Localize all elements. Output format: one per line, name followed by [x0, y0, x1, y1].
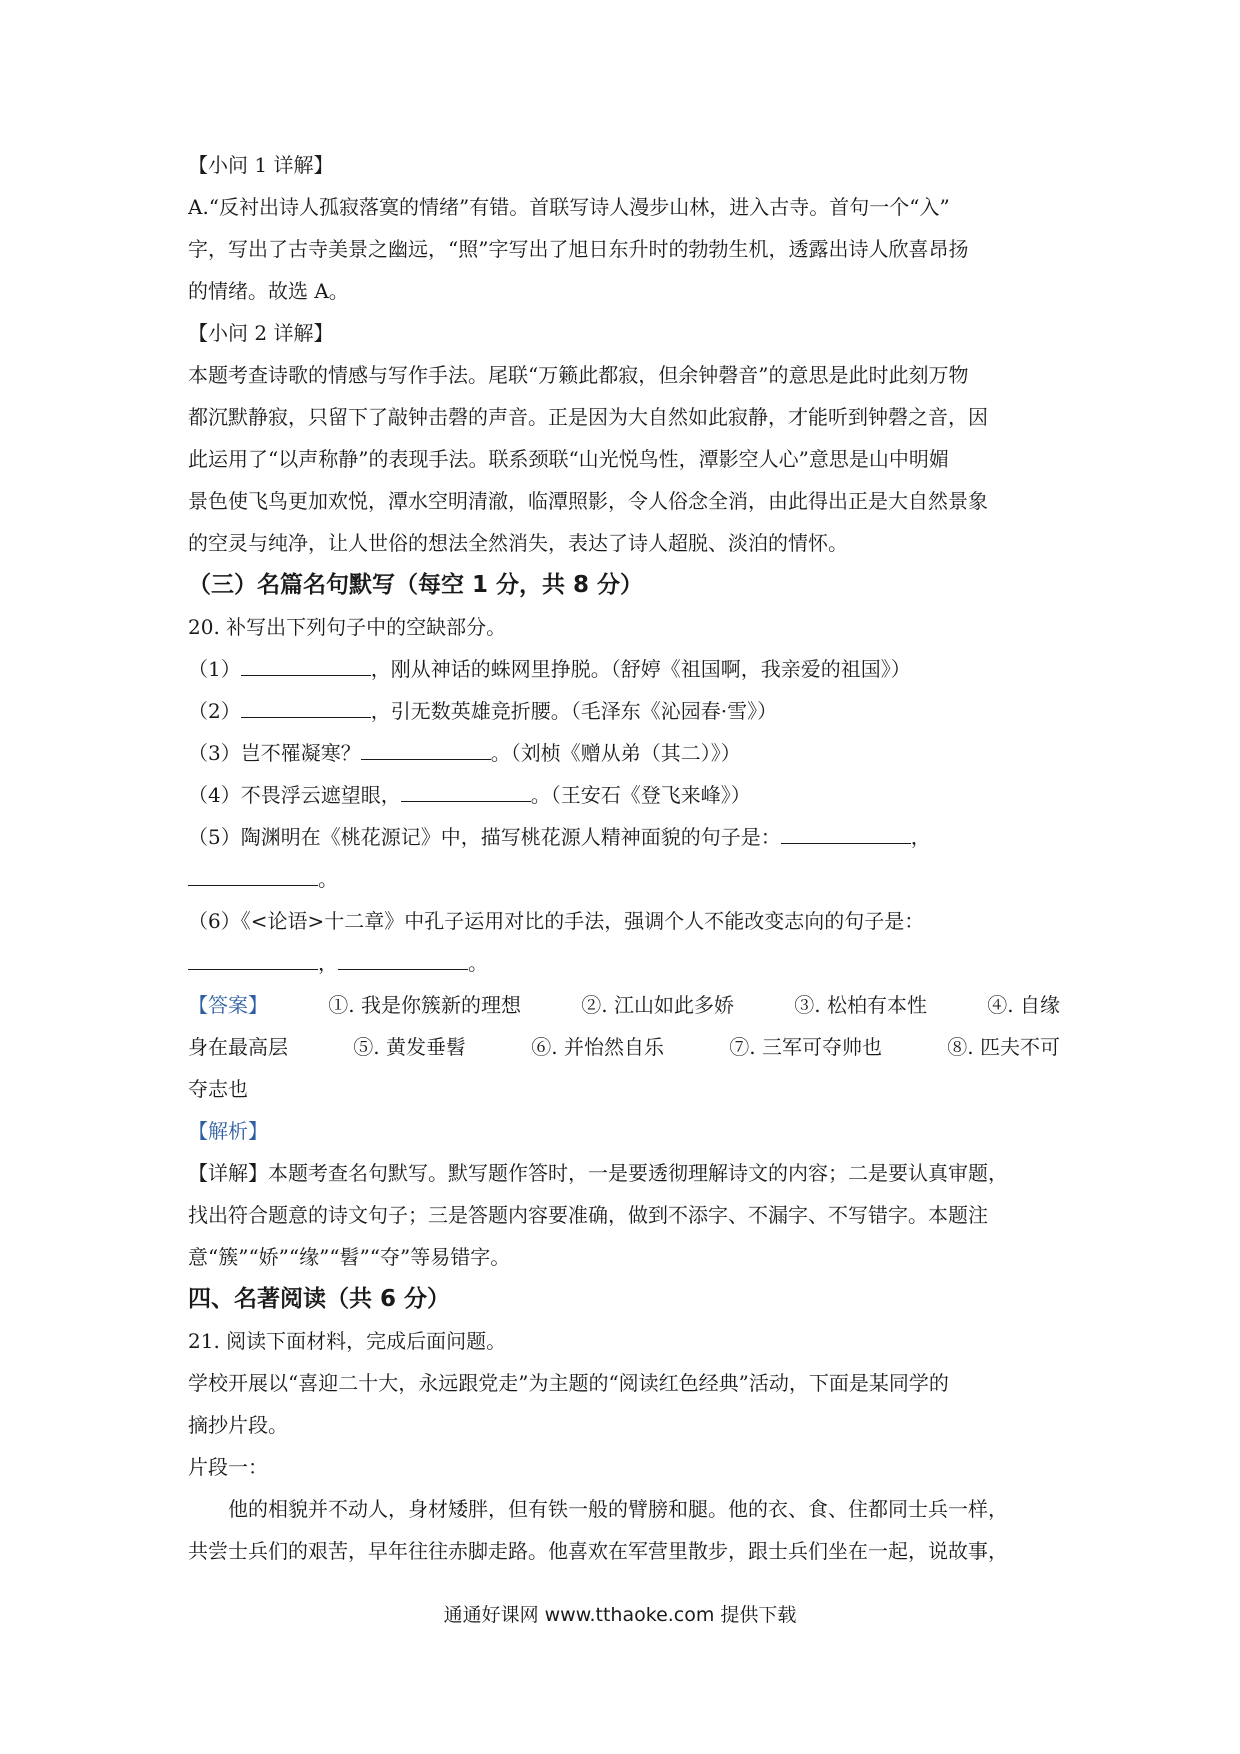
answer-label: 【答案】 [188, 993, 268, 1017]
detail-line [188, 1152, 1060, 1194]
q20-item-6-end: 。 [468, 951, 488, 975]
detail-text: 本题考查名句默写。默写题作答时，一是要透彻理解诗文的内容；二是要认真审题， [268, 1161, 1008, 1185]
q20-item-1 [188, 648, 1060, 690]
sub2-line: 本题考查诗歌的情感与写作手法。尾联“万籁此都寂，但余钟磬音”的意思是此时此刻万物 [188, 363, 969, 387]
sub2-line: 景色使飞鸟更加欢悦，潭水空明清澈，临潭照影，令人俗念全消，由此得出正是大自然景象 [188, 489, 988, 513]
q21-intro-line: 摘抄片段。 [188, 1413, 288, 1437]
q20-item-2-text: ，引无数英雄竞折腰。（毛泽东《沁园春·雪》） [370, 699, 778, 723]
detail-line: 意“簇”“娇”“缘”“髫”“夺”等易错字。 [188, 1245, 511, 1269]
sub1-line: A.“反衬出诗人孤寂落寞的情绪”有错。首联写诗人漫步山林，进入古寺。首句一个“入” [188, 195, 950, 219]
q20-item-2-prefix: （2） [188, 699, 241, 723]
q20-item-6: （6）《<论语>十二章》中孔子运用对比的手法，强调个人不能改变志向的句子是： [188, 909, 925, 933]
answer-item: ⑧. 匹夫不可 [947, 1035, 1060, 1059]
sub2-line: 此运用了“以声称静”的表现手法。联系颈联“山光悦鸟性，潭影空人心”意思是山中明媚 [188, 447, 949, 471]
footer-watermark: 通通好课网 www.tthaoke.com 提供下载 [443, 1604, 797, 1626]
detail-label: 【详解】 [188, 1161, 268, 1185]
fill-blank [188, 861, 318, 886]
sub-question-2-label: 【小问 2 详解】 [188, 321, 334, 345]
answer-item: ①. 我是你簇新的理想 [328, 993, 521, 1017]
fill-blank [241, 693, 371, 718]
q20-item-5-prefix: （5）陶渊明在《桃花源记》中，描写桃花源人精神面貌的句子是： [188, 825, 781, 849]
q20-item-2 [188, 690, 1060, 732]
analysis-label: 【解析】 [188, 1119, 268, 1143]
section-3-heading: （三）名篇名句默写（每空 1 分，共 8 分） [188, 572, 644, 598]
sub1-line: 字，写出了古寺美景之幽远，“照”字写出了旭日东升时的勃勃生机，透露出诗人欣喜昂扬 [188, 237, 969, 261]
q20-item-3 [188, 732, 1060, 774]
document-page [188, 144, 1060, 1572]
sub1-line: 的情绪。故选 A。 [188, 279, 349, 303]
sub2-line: 的空灵与纯净，让人世俗的想法全然消失，表达了诗人超脱、淡泊的情怀。 [188, 531, 848, 555]
question-20-stem: 20. 补写出下列句子中的空缺部分。 [188, 615, 507, 639]
answer-item: ⑥. 并怡然自乐 [531, 1035, 664, 1059]
fill-blank [338, 945, 468, 970]
answer-item: ③. 松柏有本性 [794, 993, 927, 1017]
question-21-stem: 21. 阅读下面材料，完成后面问题。 [188, 1329, 507, 1353]
fill-blank [781, 819, 911, 844]
q20-item-1-text: ，刚从神话的蛛网里挣脱。（舒婷《祖国啊，我亲爱的祖国》） [370, 657, 911, 681]
q20-item-5-cont [188, 858, 1060, 900]
q20-item-5-end: 。 [318, 867, 338, 891]
fill-blank [401, 777, 531, 802]
fill-blank [361, 735, 491, 760]
answer-item: ②. 江山如此多娇 [581, 993, 734, 1017]
q21-intro-line: 学校开展以“喜迎二十大，永远跟党走”为主题的“阅读红色经典”活动，下面是某同学的 [188, 1371, 949, 1395]
q20-item-3-prefix: （3）岂不罹凝寒？ [188, 741, 361, 765]
answer-row [188, 1026, 1060, 1068]
q20-item-5 [188, 816, 1060, 858]
answer-item: ⑦. 三军可夺帅也 [729, 1035, 882, 1059]
fill-blank [188, 945, 318, 970]
excerpt-line: 共尝士兵们的艰苦，早年往往赤脚走路。他喜欢在军营里散步，跟士兵们坐在一起，说故事， [188, 1539, 1008, 1563]
q20-item-5-comma: ， [910, 825, 931, 849]
excerpt-line: 他的相貌并不动人，身材矮胖，但有铁一般的臂膀和腿。他的衣、食、住都同士兵一样， [228, 1497, 1008, 1521]
q20-item-6-cont [188, 942, 1060, 984]
answer-row: 夺志也 [188, 1077, 248, 1101]
q20-item-1-prefix: （1） [188, 657, 241, 681]
sub-question-1-label: 【小问 1 详解】 [188, 153, 334, 177]
fragment-label: 片段一： [188, 1455, 268, 1479]
answer-item: 身在最高层 [188, 1035, 288, 1059]
answer-item: ④. 自缘 [987, 993, 1060, 1017]
q20-item-3-text: 。（刘桢《赠从弟（其二）》） [490, 741, 741, 765]
sub2-line: 都沉默静寂，只留下了敲钟击磬的声音。正是因为大自然如此寂静，才能听到钟磬之音，因 [188, 405, 988, 429]
answer-row [188, 984, 1060, 1026]
q20-item-4-prefix: （4）不畏浮云遮望眼， [188, 783, 401, 807]
detail-line: 找出符合题意的诗文句子；三是答题内容要准确，做到不添字、不漏字、不写错字。本题注 [188, 1203, 988, 1227]
q20-item-4-text: 。（王安石《登飞来峰》） [530, 783, 751, 807]
section-4-heading: 四、名著阅读（共 6 分） [188, 1286, 451, 1312]
fill-blank [241, 651, 371, 676]
q20-item-6-comma: ， [318, 951, 338, 975]
q20-item-4 [188, 774, 1060, 816]
answer-item: ⑤. 黄发垂髫 [353, 1035, 466, 1059]
